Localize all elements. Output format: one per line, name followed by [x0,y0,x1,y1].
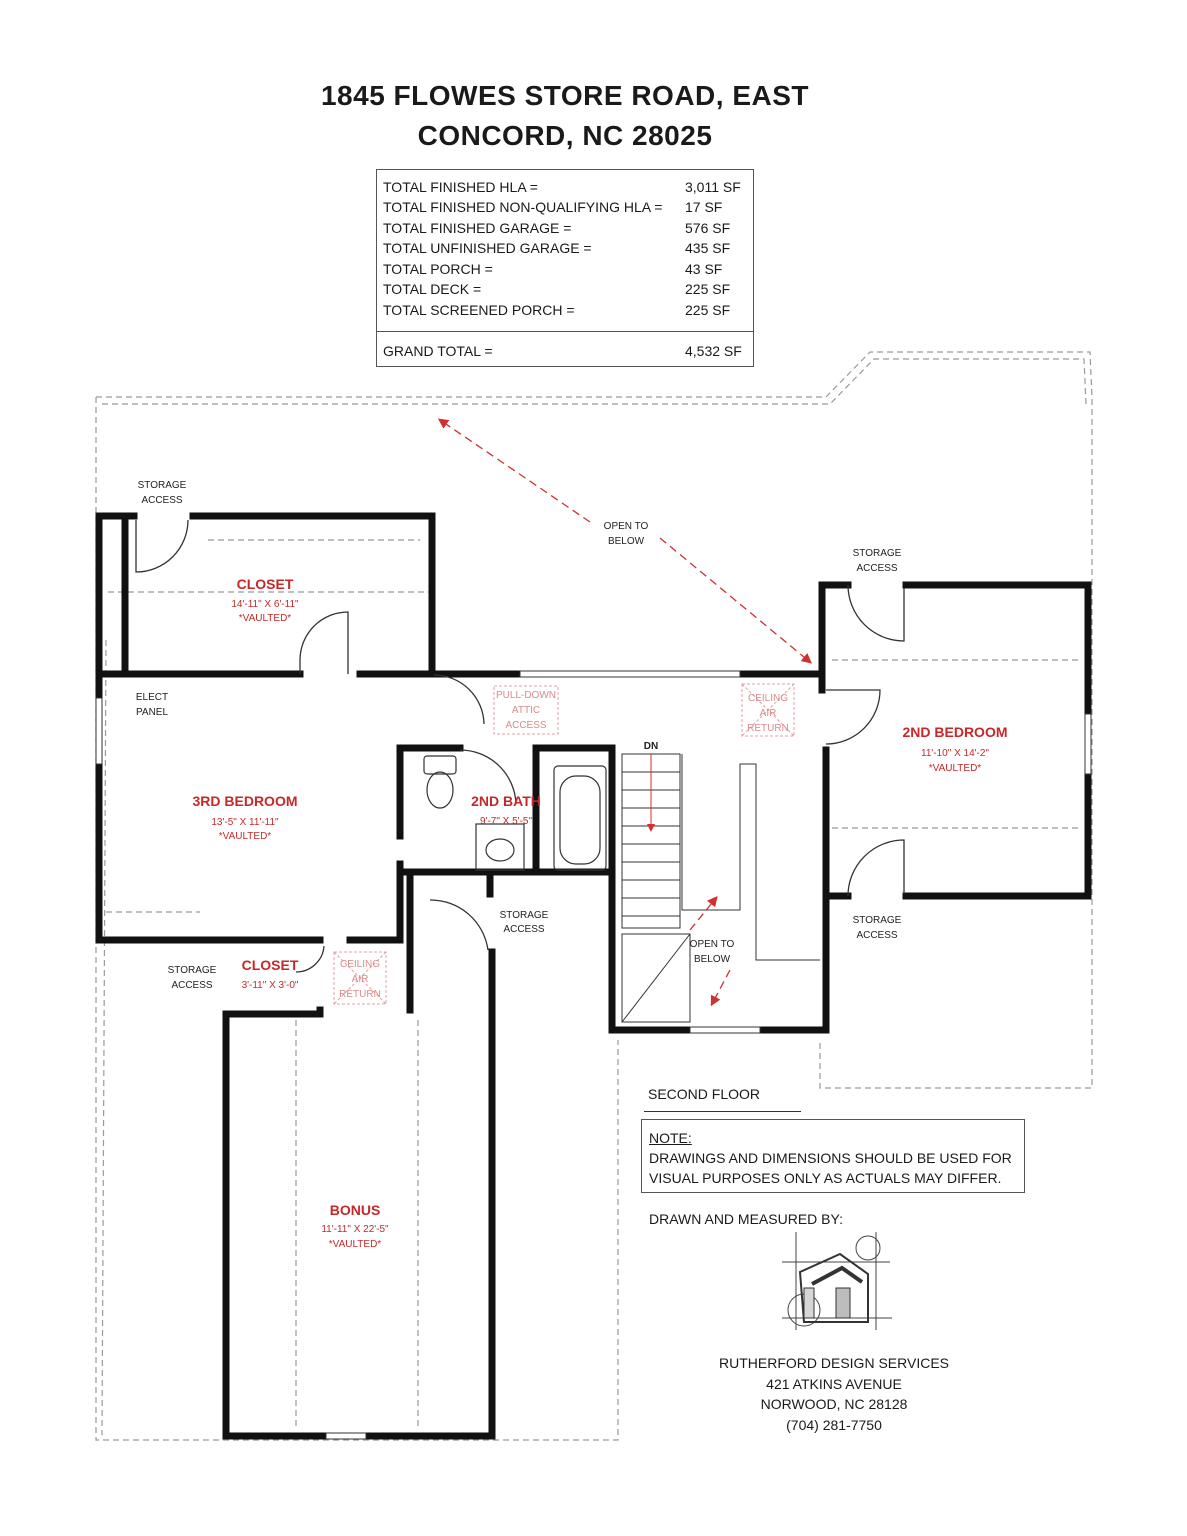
open-to-below-label [690,939,735,965]
grand-total-label: GRAND TOTAL = [383,343,493,359]
room-label-2nd-bath [471,793,541,827]
bathtub-basin [560,776,600,864]
room-name: 3RD BEDROOM [192,793,298,809]
room-name: 2ND BATH [471,793,541,809]
elect-panel-label [136,692,169,718]
sqft-label: TOTAL FINISHED GARAGE = [383,220,572,236]
svg-text:OPEN TO: OPEN TO [689,939,735,950]
drawn-by-label: DRAWN AND MEASURED BY: [649,1211,843,1227]
toilet-bowl [427,772,453,808]
sqft-value: 225 SF [685,281,731,297]
bath-fixtures [424,756,606,870]
svg-text:PANEL: PANEL [135,707,169,718]
svg-text:BELOW: BELOW [607,536,645,547]
room-note: *VAULTED* [238,613,292,624]
sqft-label: TOTAL PORCH = [383,261,493,277]
address-line-1: 1845 FLOWES STORE ROAD, EAST [320,80,810,111]
room-note: *VAULTED* [328,1239,382,1250]
room-dimensions: 13'-5" X 11'-11" [211,817,279,828]
svg-text:CEILING: CEILING [747,693,789,704]
sqft-label: TOTAL UNFINISHED GARAGE = [383,240,592,256]
address-line-2: CONCORD, NC 28025 [417,120,713,151]
note-line: VISUAL PURPOSES ONLY AS ACTUALS MAY DIFFER. [649,1170,1002,1186]
note-heading: NOTE: [649,1130,692,1146]
storage-access-label [500,910,549,935]
svg-text:STORAGE: STORAGE [137,480,187,491]
air-return-label [339,959,381,1000]
stairs-down-label: DN [643,741,659,752]
sqft-value: 576 SF [685,220,731,236]
company-info [700,1353,968,1435]
sqft-label: TOTAL DECK = [383,281,482,297]
storage-access-label [168,965,217,991]
storage-access-label [853,548,902,574]
svg-text:ELECT: ELECT [135,692,169,703]
door-swing [300,612,348,674]
attic-access-label [496,690,556,731]
floor-label-underline [644,1111,801,1112]
room-name: 2ND BEDROOM [902,724,1008,740]
svg-text:ACCESS: ACCESS [505,720,547,731]
room-dimensions: 3'-11" X 3'-0" [241,980,299,991]
room-label-small-closet [242,957,299,991]
room-name: CLOSET [236,576,294,592]
door-swing [434,675,484,724]
svg-text:STORAGE: STORAGE [852,548,902,559]
stairs [622,754,820,1022]
svg-text:RETURN: RETURN [339,989,381,1000]
open-to-below-label [604,521,649,547]
storage-access-label [138,480,187,506]
svg-text:ACCESS: ACCESS [856,563,898,574]
svg-text:AIR: AIR [759,708,777,719]
note-line: DRAWINGS AND DIMENSIONS SHOULD BE USED FOR [649,1150,1012,1166]
svg-text:ACCESS: ACCESS [856,930,898,941]
sqft-value: 3,011 SF [685,179,741,195]
door-swing [430,900,488,950]
walls [99,516,1088,1436]
sink-cabinet [476,824,524,870]
room-name: CLOSET [241,957,299,973]
company-city: NORWOOD, NC 28128 [760,1396,908,1412]
sqft-label: TOTAL FINISHED NON-QUALIFYING HLA = [383,199,663,215]
sink-basin [486,839,514,861]
room-dimensions: 9'-7" X 5'-5" [479,816,533,827]
room-name: BONUS [329,1202,381,1218]
door-swing [296,946,324,972]
sqft-value: 17 SF [685,199,723,215]
svg-text:STORAGE: STORAGE [852,915,902,926]
room-label-3rd-bedroom [192,793,297,842]
window [326,1433,366,1439]
svg-text:ACCESS: ACCESS [171,980,213,991]
room-note: *VAULTED* [218,831,272,842]
svg-text:RETURN: RETURN [747,723,789,734]
svg-text:STORAGE: STORAGE [167,965,217,976]
door-swing [848,840,904,896]
room-dimensions: 11'-10" X 14'-2" [921,748,989,759]
disclaimer-note [641,1119,1025,1193]
svg-text:PULL-DOWN: PULL-DOWN [495,690,557,701]
room-label-2nd-bedroom [902,724,1007,774]
sqft-label: TOTAL SCREENED PORCH = [383,302,575,318]
room-label-closet [231,576,299,624]
door-swing [136,520,188,572]
company-street: 421 ATKINS AVENUE [766,1375,902,1392]
storage-access-label [853,915,902,941]
air-return-label [747,693,789,734]
toilet-tank [424,756,456,774]
svg-text:ACCESS: ACCESS [503,924,545,935]
grand-total-value: 4,532 SF [685,343,742,359]
sqft-value: 435 SF [685,240,731,256]
windows [96,671,1091,1439]
window [1085,714,1091,774]
svg-text:BELOW: BELOW [693,954,731,965]
window [690,1027,760,1033]
svg-text:OPEN TO: OPEN TO [603,521,649,532]
sqft-value: 225 SF [685,302,731,318]
room-dimensions: 11'-11" X 22'-5" [321,1224,389,1235]
floor-label: SECOND FLOOR [648,1086,761,1102]
room-note: *VAULTED* [928,763,982,774]
company-name: RUTHERFORD DESIGN SERVICES [719,1355,949,1371]
svg-text:ATTIC: ATTIC [511,705,541,716]
opening-rail [520,671,740,677]
svg-text:ACCESS: ACCESS [141,495,183,506]
room-label-bonus [321,1202,389,1250]
room-dimensions: 14'-11" X 6'-11" [231,599,299,610]
door-swing [848,585,904,641]
company-phone: (704) 281-7750 [786,1416,882,1433]
svg-text:STORAGE: STORAGE [499,910,549,921]
sqft-value: 43 SF [685,261,723,277]
svg-text:CEILING: CEILING [339,959,381,970]
sqft-label: TOTAL FINISHED HLA = [383,179,538,195]
window [96,698,102,764]
company-logo [782,1232,892,1332]
svg-text:AIR: AIR [351,974,369,985]
door-swing [826,690,880,744]
